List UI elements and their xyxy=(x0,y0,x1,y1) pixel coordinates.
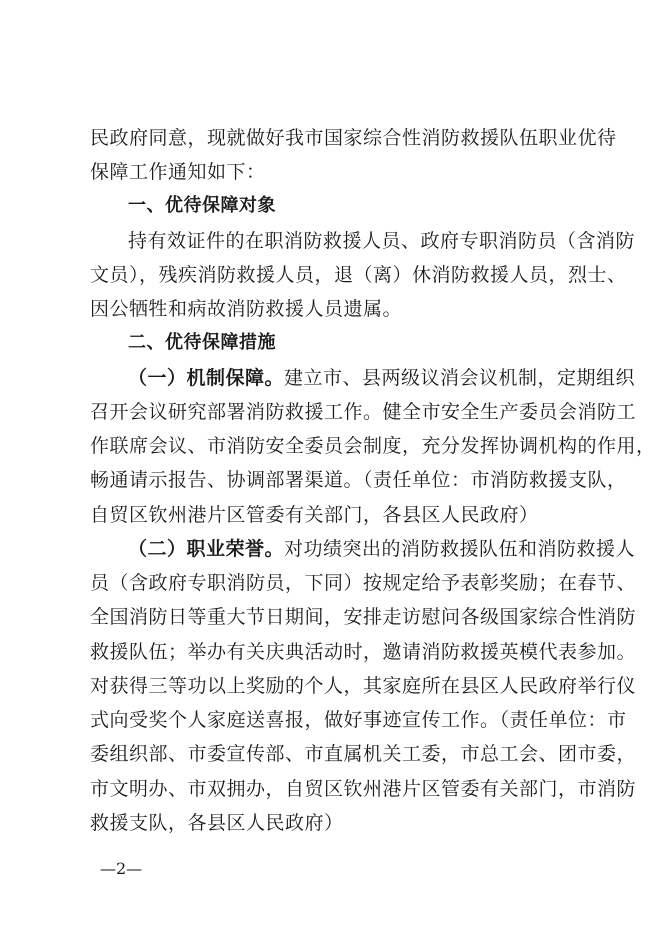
body-text-line: 全国消防日等重大节日期间，安排走访慰问各级国家综合性消防 xyxy=(90,606,637,628)
section-heading-1: 一、优待保障对象 xyxy=(128,195,276,216)
item-2-line xyxy=(128,537,636,561)
body-text-line: 民政府同意，现就做好我市国家综合性消防救援队伍职业优待 xyxy=(90,127,617,149)
item-2-title: （二）职业荣誉。 xyxy=(128,538,285,560)
item-1-text: 建立市、县两级议消会议机制，定期组织 xyxy=(284,367,636,389)
body-text-line: 持有效证件的在职消防救援人员、政府专职消防员（含消防 xyxy=(128,230,636,252)
body-text-line: 救援支队，各县区人民政府） xyxy=(90,812,344,834)
body-text-line: 市文明办、市双拥办，自贸区钦州港片区管委有关部门，市消防 xyxy=(90,778,637,800)
body-text-line: 式向受奖个人家庭送喜报，做好事迹宣传工作。（责任单位：市 xyxy=(90,709,627,731)
body-text-line: 委组织部、市委宣传部、市直属机关工委，市总工会、团市委， xyxy=(90,743,637,765)
body-text-line: 作联席会议、市消防安全委员会制度，充分发挥协调机构的作用， xyxy=(90,435,656,457)
body-text-line: 对获得三等功以上奖励的个人，其家庭所在县区人民政府举行仪 xyxy=(90,675,637,697)
body-text-line: 保障工作通知如下： xyxy=(90,161,266,183)
body-text-line: 召开会议研究部署消防救援工作。健全市安全生产委员会消防工 xyxy=(90,401,637,423)
body-text-line: 畅通请示报告、协调部署渠道。（责任单位：市消防救援支队， xyxy=(90,469,627,491)
item-1-title: （一）机制保障。 xyxy=(128,367,285,389)
section-heading-2: 二、优待保障措施 xyxy=(128,332,276,353)
page-number: —2— xyxy=(100,859,143,878)
body-text-line: 救援队伍；举办有关庆典活动时，邀请消防救援英模代表参加。 xyxy=(90,641,637,663)
item-1-line xyxy=(128,366,636,390)
body-text-line: 员（含政府专职消防员，下同）按规定给予表彰奖励；在春节、 xyxy=(90,572,637,594)
body-text-line: 文员），残疾消防救援人员，退（离）休消防救援人员，烈士、 xyxy=(90,264,627,286)
body-text-line: 因公牺牲和病故消防救援人员遗属。 xyxy=(90,298,403,320)
body-text-line: 自贸区钦州港片区管委有关部门，各县区人民政府） xyxy=(90,504,539,526)
item-2-text: 对功绩突出的消防救援队伍和消防救援人 xyxy=(284,538,636,560)
